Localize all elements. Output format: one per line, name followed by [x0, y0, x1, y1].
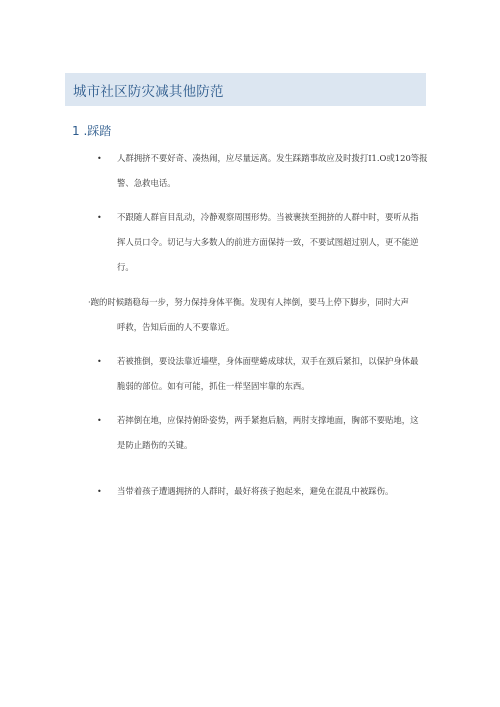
paragraph-line: 挥人员口令。切记与大多数人的前进方面保持一致，不要试图超过别人，更不能逆 — [117, 237, 419, 247]
paragraph-line: 警、急救电话。 — [117, 178, 176, 188]
paragraph-line: 脆弱的部位。如有可能，抓住一样坚固牢靠的东西。 — [117, 381, 310, 391]
paragraph-line: 呼救，告知后面的人不要靠近。 — [117, 322, 235, 332]
bullet-marker: • — [97, 357, 102, 366]
paragraph-line: 当带着孩子遭遇拥挤的人群时，最好将孩子抱起来，避免在混乱中被踩伤。 — [117, 486, 394, 496]
title-bar — [65, 73, 426, 106]
paragraph-line: 人群拥挤不要好奇、凑热闹，应尽量远离。发生踩踏事故应及时拨打I1.O或120等报 — [117, 153, 428, 163]
paragraph-line: 行。 — [117, 262, 134, 272]
paragraph-line: 若摔倒在地，应保持俯卧姿势，两手紧抱后脑，两肘支撑地面，胸部不要贴地，这 — [117, 415, 419, 425]
document-title: 城市社区防灾减其他防范 — [73, 83, 224, 100]
paragraph-line: 若被推倒，要设法靠近墙壁，身体面壁蜷成球状，双手在颈后紧扣，以保护身体最 — [117, 356, 419, 366]
paragraph-line: 是防止踏伤的关键。 — [117, 440, 193, 450]
bullet-marker: • — [97, 487, 102, 496]
section-heading: 1 .踩踏 — [72, 124, 112, 138]
paragraph-line: 不跟随人群盲目乱动，冷静观察周围形势。当被裹挟至拥挤的人群中时，要听从指 — [117, 212, 419, 222]
bullet-marker: • — [97, 154, 102, 163]
bullet-marker: • — [97, 213, 102, 222]
bullet-marker: • — [97, 416, 102, 425]
paragraph-line: ·跑的时候踏稳每一步，努力保持身体平衡。发现有人摔倒，要马上停下脚步，同时大声 — [88, 297, 409, 307]
